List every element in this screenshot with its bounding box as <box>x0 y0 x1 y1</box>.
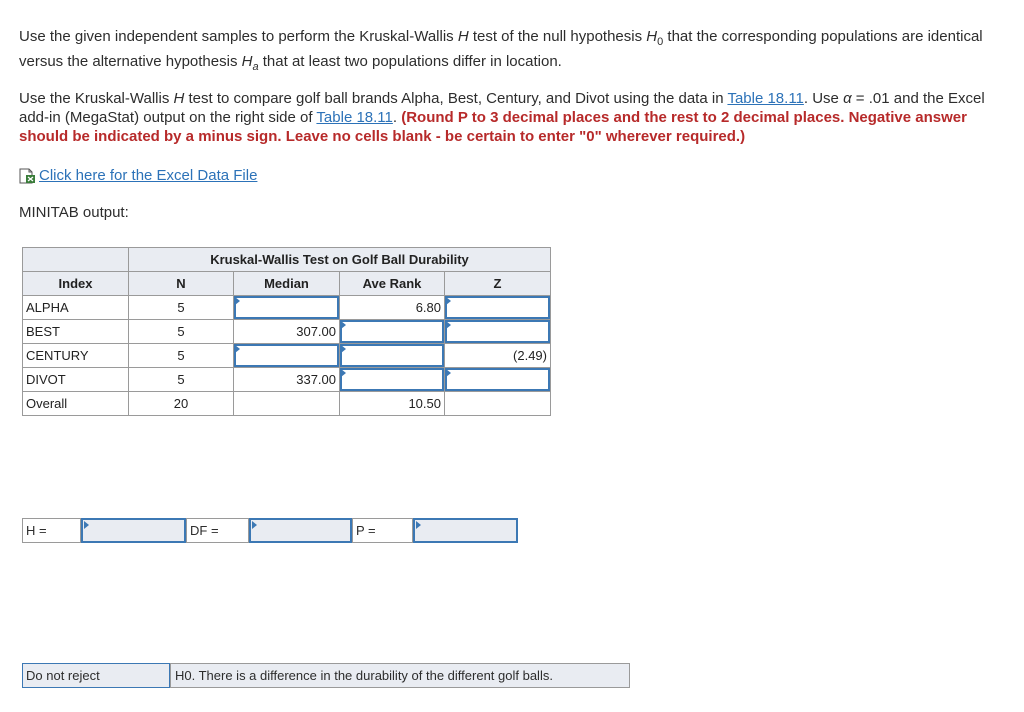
n-cell: 5 <box>129 320 234 344</box>
row-label: Overall <box>23 392 129 416</box>
excel-data-file[interactable] <box>19 167 257 184</box>
century-median-input[interactable] <box>234 344 339 367</box>
divot-z-input[interactable] <box>445 368 550 391</box>
best-z-input-cell[interactable] <box>445 320 551 344</box>
n-cell: 5 <box>129 344 234 368</box>
ave-rank-cell: 10.50 <box>340 392 445 416</box>
row-label: BEST <box>23 320 129 344</box>
ave-rank-cell: 6.80 <box>340 296 445 320</box>
conclusion-text: H0. There is a difference in the durability of the different golf balls. <box>170 663 630 688</box>
p-label: P = <box>352 518 413 543</box>
best-ave-rank-input[interactable] <box>340 320 444 343</box>
alpha-z-input-cell[interactable] <box>445 296 551 320</box>
alpha-median-input[interactable] <box>234 296 339 319</box>
excel-data-file-link[interactable]: Click here for the Excel Data File <box>39 167 258 184</box>
table-header-row <box>23 272 551 296</box>
n-cell: 5 <box>129 368 234 392</box>
median-cell: 307.00 <box>234 320 340 344</box>
alpha-median-input-cell[interactable] <box>234 296 340 320</box>
table-18-11-link-2[interactable]: Table 18.11 <box>316 109 393 126</box>
df-input-box[interactable] <box>249 518 352 543</box>
p-input[interactable] <box>415 520 520 543</box>
row-label: ALPHA <box>23 296 129 320</box>
decision-dropdown[interactable]: Do not reject <box>22 663 170 688</box>
best-z-input[interactable] <box>445 320 550 343</box>
table-row <box>23 296 551 320</box>
row-label: DIVOT <box>23 368 129 392</box>
table-row <box>23 368 551 392</box>
table-row <box>23 392 551 416</box>
h-input[interactable] <box>83 520 188 543</box>
header-median: Median <box>234 272 340 296</box>
p-input-box[interactable] <box>413 518 518 543</box>
rounding-instructions: (Round P to 3 decimal places and the rest to 2 decimal places. Negative answer should be indicated by a minus sign. Leave no cells blank - be certain to enter "0" wherever required.) <box>19 109 967 145</box>
df-input[interactable] <box>251 520 354 543</box>
table-row <box>23 344 551 368</box>
header-ave-rank: Ave Rank <box>340 272 445 296</box>
instructions-paragraph: Use the Kruskal-Wallis H test to compare golf ball brands Alpha, Best, Century, and Divot using the data in Table 18.11. Use α = .01 and the Excel add-in (MegaStat) output on the right side of Table 18.11. (Round P to 3 decimal places and the rest to 2 decimal places. Negative answer should be indicated by a minus sign. Leave no cells blank - be certain to enter "0" wherever required.) <box>19 90 985 145</box>
table-title: Kruskal-Wallis Test on Golf Ball Durability <box>129 248 551 272</box>
median-cell: 337.00 <box>234 368 340 392</box>
h-label: H = <box>22 518 81 543</box>
header-z: Z <box>445 272 551 296</box>
test-statistics-row <box>22 518 518 543</box>
divot-ave-rank-input-cell[interactable] <box>340 368 445 392</box>
row-label: CENTURY <box>23 344 129 368</box>
conclusion-row <box>22 663 630 688</box>
divot-z-input-cell[interactable] <box>445 368 551 392</box>
table-corner <box>23 248 129 272</box>
df-label: DF = <box>186 518 249 543</box>
header-index: Index <box>23 272 129 296</box>
empty-cell <box>234 392 340 416</box>
table-row <box>23 320 551 344</box>
alpha-z-input[interactable] <box>445 296 550 319</box>
n-cell: 5 <box>129 296 234 320</box>
excel-file-icon <box>19 168 36 184</box>
empty-cell <box>445 392 551 416</box>
kruskal-wallis-table <box>22 247 551 416</box>
minitab-output-label: MINITAB output: <box>19 204 129 221</box>
century-ave-rank-input-cell[interactable] <box>340 344 445 368</box>
table-18-11-link[interactable]: Table 18.11 <box>727 90 804 107</box>
h-input-box[interactable] <box>81 518 186 543</box>
n-cell: 20 <box>129 392 234 416</box>
century-median-input-cell[interactable] <box>234 344 340 368</box>
century-ave-rank-input[interactable] <box>340 344 444 367</box>
z-cell: (2.49) <box>445 344 551 368</box>
header-n: N <box>129 272 234 296</box>
best-ave-rank-input-cell[interactable] <box>340 320 445 344</box>
intro-paragraph: Use the given independent samples to perform the Kruskal-Wallis H test of the null hypothesis $H_0$ that the corresponding populations are identical versus the alternative hypothesis $H_a$ that at least two populations differ in location. <box>19 28 983 73</box>
divot-ave-rank-input[interactable] <box>340 368 444 391</box>
